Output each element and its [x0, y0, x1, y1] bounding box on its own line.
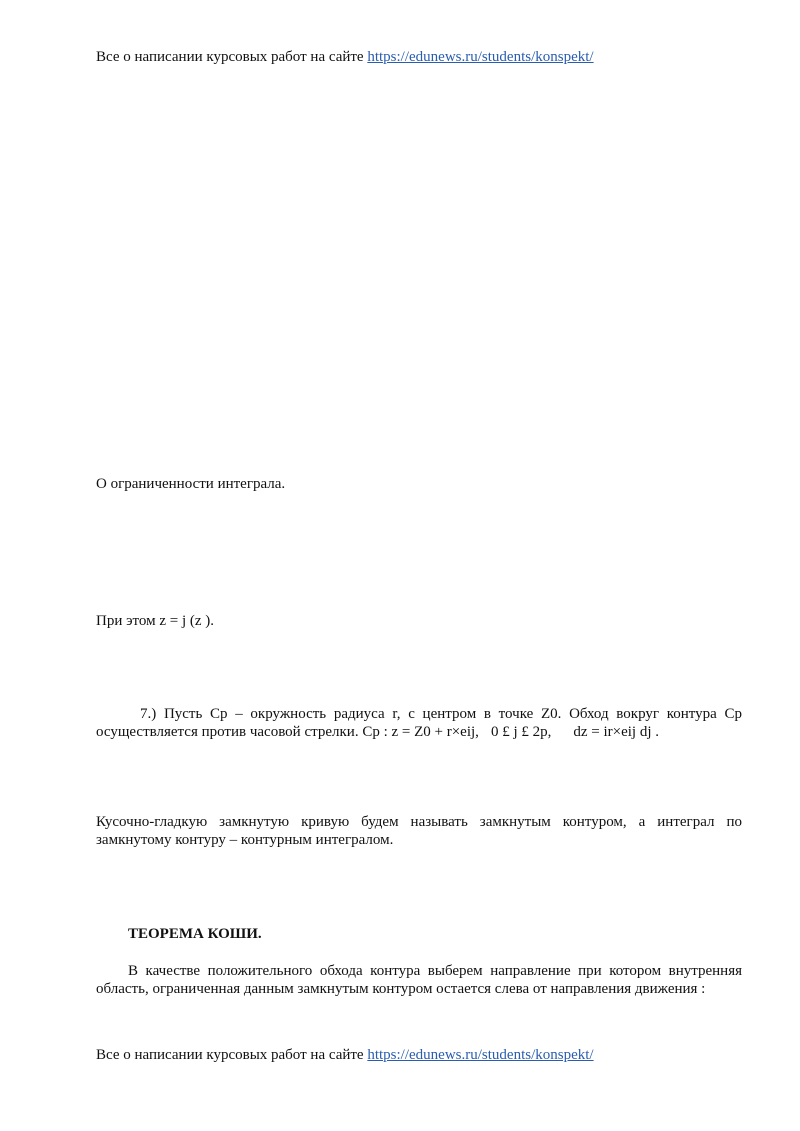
item-7-formula-a: осуществляется против часовой стрелки. Ср : z = Z0 + r×eij,	[96, 724, 479, 740]
footer-link[interactable]: https://edunews.ru/students/konspekt/	[367, 1047, 594, 1063]
header-text: Все о написании курсовых работ на сайте	[96, 49, 368, 65]
footer-text: Все о написании курсовых работ на сайте	[96, 1047, 368, 1063]
item-7-line-2	[96, 723, 742, 741]
item-7-paragraph	[96, 705, 742, 741]
boundedness-title: О ограниченности интеграла.	[96, 476, 286, 492]
cauchy-paragraph: В качестве положительного обхода контура выберем направление при котором внутренняя область, ограниченная данным замкнутым контуром остается слева от направления движения :	[96, 963, 742, 997]
item-7-formula-b: 0 £ j £ 2p,	[490, 724, 552, 740]
cauchy-theorem-heading: ТЕОРЕМА КОШИ.	[128, 926, 262, 942]
header-link[interactable]: https://edunews.ru/students/konspekt/	[367, 49, 594, 65]
page-header	[96, 48, 594, 66]
contour-definition-paragraph: Кусочно-гладкую замкнутую кривую будем называть замкнутым контуром, а интеграл по замкнутому контуру – контурным интегралом.	[96, 814, 742, 848]
item-7-formula-c: dz = ir×eij dj .	[573, 724, 660, 740]
z-note: При этом z = j (z ).	[96, 613, 215, 629]
page-footer	[96, 1046, 594, 1064]
item-7-line-1: 7.) Пусть Ср – окружность радиуса r, с центром в точке Z0. Обход вокруг контура Ср	[140, 706, 742, 722]
